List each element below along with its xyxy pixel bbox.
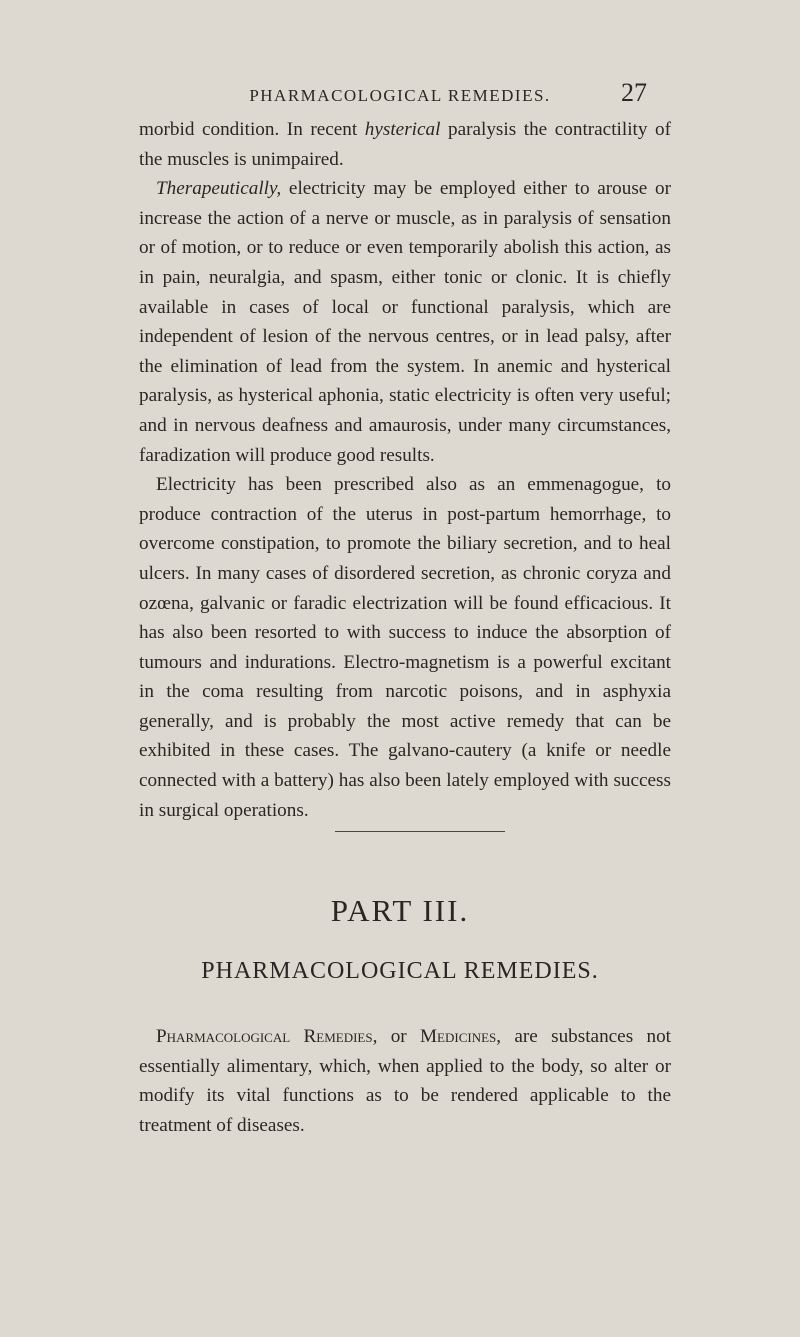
section-divider xyxy=(335,831,505,832)
paragraph-2-emphasis: Therapeutically, xyxy=(156,178,282,200)
paragraph-2-text: electricity may be employed either to arouse or increase the action of a nerve or muscle, as in paralysis of sensation or of motion, or to reduce or even temporarily abolish this action, as in pain, neuralgia, and spasm, either tonic or clonic. It is chiefly available in cases of local or functional paralysis, which are independent of lesion of the nervous centres, or in lead palsy, after the elimination of lead from the system. In anemic and hysterical paralysis, as hysterical aphonia, static electricity is often very useful; and in nervous deafness and amaurosis, under many circumstances, faradization will produce good results. xyxy=(139,178,671,466)
section-heading: PHARMACOLOGICAL REMEDIES. xyxy=(201,958,599,984)
section-term-2: Medicines, xyxy=(420,1026,502,1047)
section-term-1: Pharmacological Remedies, xyxy=(156,1026,378,1047)
section-body xyxy=(139,1022,671,1140)
part-heading: PART III. xyxy=(330,893,470,928)
body-text xyxy=(139,115,671,825)
paragraph-2 xyxy=(139,174,671,470)
page-number: 27 xyxy=(621,78,647,107)
section-connector: or xyxy=(377,1026,420,1047)
paragraph-3: Electricity has been prescribed also as an emmenagogue, to produce contraction of the uterus in post-partum hemorrhage, to overcome constipation, to promote the biliary secretion, and to heal ulcers. In many cases of disordered secretion, as chronic coryza and ozœna, galvanic or faradic electrization will be found efficacious. It has also been resorted to with success to induce the absorption of tumours and indurations. Electro-magnetism is a powerful excitant in the coma resulting from narcotic poisons, and in asphyxia generally, and is probably the most active remedy that can be exhibited in these cases. The galvano-cautery (a knife or needle connected with a battery) has also been lately employed with success in surgical operations. xyxy=(139,474,671,821)
paragraph-1-b: paralysis the contractility of the muscles is unimpaired. xyxy=(139,119,671,170)
paragraph-1 xyxy=(139,115,671,174)
paragraph-1-emphasis: hysterical xyxy=(364,119,441,140)
paragraph-1-a: morbid condition. In recent xyxy=(139,119,365,140)
section-text: are substances not essentially alimentary, which, when applied to the body, so alter or modify its vital functions as to be rendered applicable to the treatment of diseases. xyxy=(139,1026,671,1136)
running-title: PHARMACOLOGICAL REMEDIES. xyxy=(249,86,551,105)
section-paragraph xyxy=(139,1022,671,1140)
